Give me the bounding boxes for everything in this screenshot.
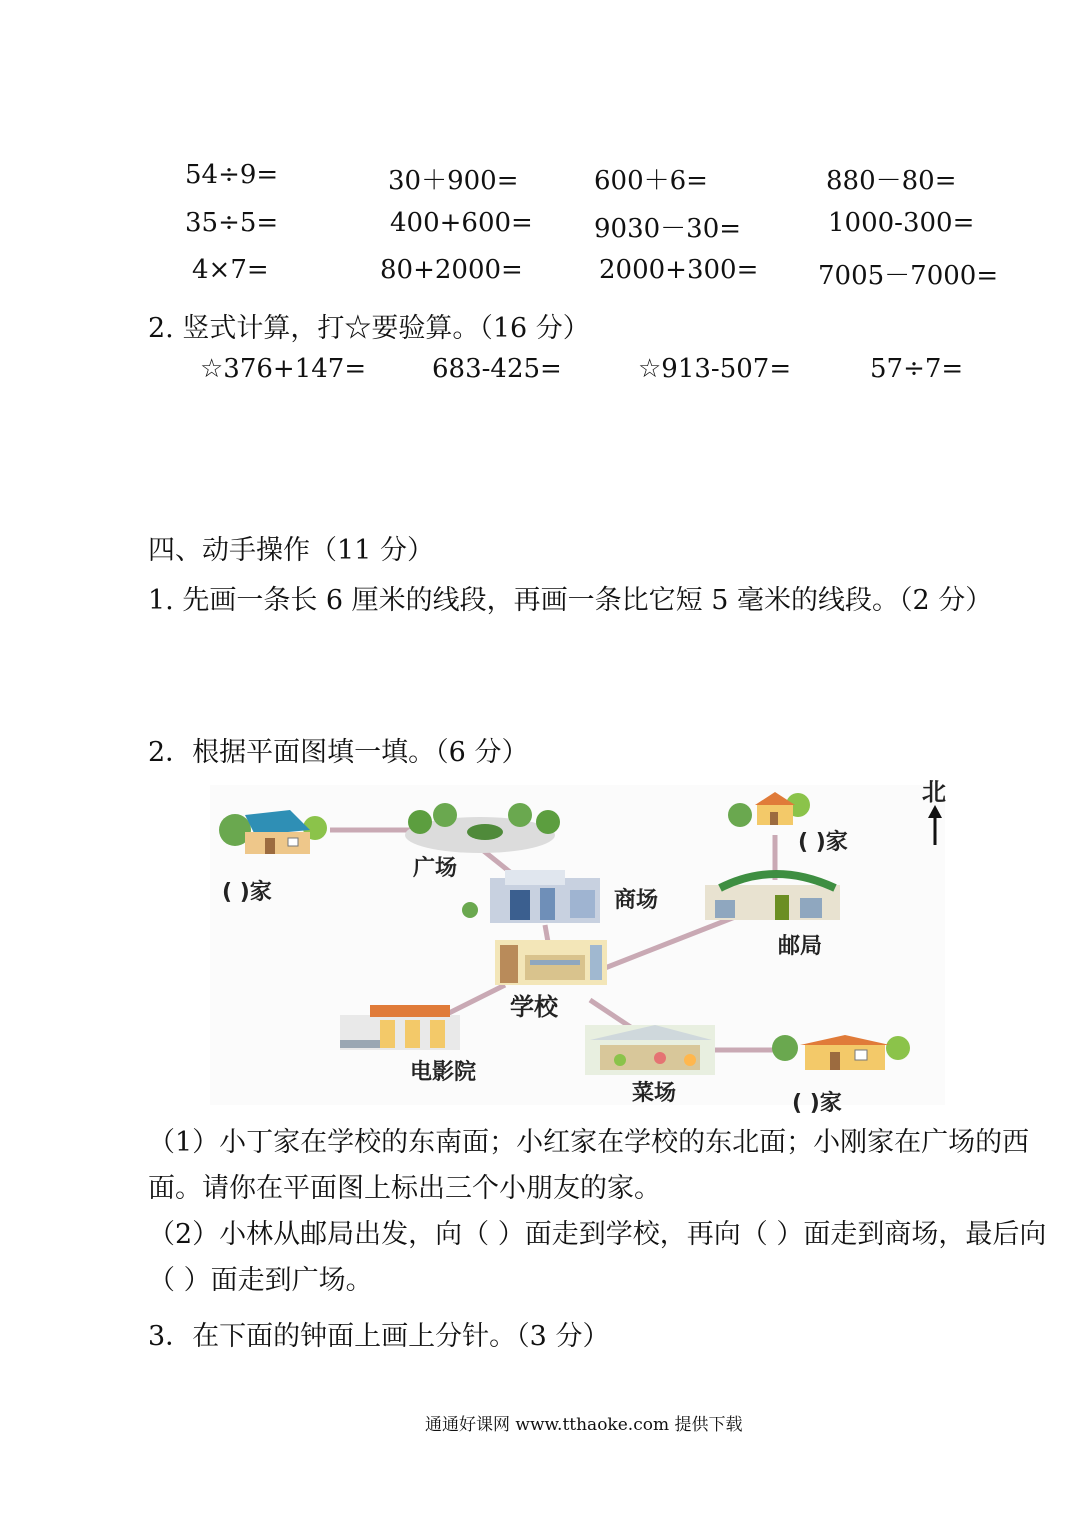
calc-row-3-item-2: 80+2000=: [380, 255, 523, 285]
market-label: 菜场: [632, 1081, 677, 1106]
question-2-title: 2. 竖式计算，打☆要验算。（16 分）: [148, 313, 590, 344]
sub-question-1: （1）小丁家在学校的东南面；小红家在学校的东北面；小刚家在广场的西面。请你在平面图上标出三个小朋友的家。: [148, 1127, 1030, 1204]
mall-label: 商场: [614, 888, 659, 913]
section-4-title: 四、动手操作（11 分）: [148, 535, 434, 566]
post-office-label: 邮局: [778, 934, 823, 959]
calc-row-3-item-4: 7005－7000=: [818, 261, 999, 291]
calc-row-3-item-3: 2000+300=: [599, 255, 759, 285]
vertical-calc-item-4: 57÷7=: [870, 354, 964, 384]
vertical-calc-item-3: ☆913-507=: [638, 354, 792, 384]
vertical-calc-item-2: 683-425=: [432, 354, 562, 384]
market-building-icon: [585, 1025, 715, 1075]
school-label: 学校: [510, 993, 558, 1021]
section-4-question-1: 1. 先画一条长 6 厘米的线段，再画一条比它短 5 毫米的线段。（2 分）: [148, 585, 993, 616]
calc-row-1-item-4: 880－80=: [826, 166, 957, 196]
school-building-icon: [495, 940, 607, 985]
section-4-question-2: 2．根据平面图填一填。（6 分）: [148, 737, 529, 768]
north-label: 北: [922, 778, 946, 806]
home-blank-southeast: ( )家: [792, 1091, 842, 1116]
calc-row-2-item-4: 1000-300=: [828, 208, 975, 238]
calc-row-1-item-1: 54÷9=: [185, 160, 279, 190]
vertical-calc-item-1: ☆376+147=: [200, 354, 367, 384]
home-blank-west: ( )家: [222, 880, 272, 905]
cinema-label: 电影院: [410, 1060, 477, 1085]
calc-row-1-item-3: 600＋6=: [594, 166, 708, 196]
footer-source: 通通好课网 www.tthaoke.com 提供下载: [425, 1415, 743, 1435]
calc-row-2-item-2: 400+600=: [390, 208, 533, 238]
square-label: 广场: [413, 856, 458, 881]
home-blank-northeast: ( )家: [798, 830, 848, 855]
calc-row-3-item-1: 4×7=: [192, 255, 269, 285]
calc-row-2-item-1: 35÷5=: [185, 208, 279, 238]
sub-question-2: （2）小林从邮局出发，向（ ）面走到学校，再向（ ）面走到商场，最后向（ ）面走到广场。: [148, 1219, 1047, 1296]
section-4-question-3: 3．在下面的钟面上画上分针。（3 分）: [148, 1321, 610, 1352]
calc-row-1-item-2: 30＋900=: [388, 166, 519, 196]
calc-row-2-item-3: 9030－30=: [594, 214, 742, 244]
